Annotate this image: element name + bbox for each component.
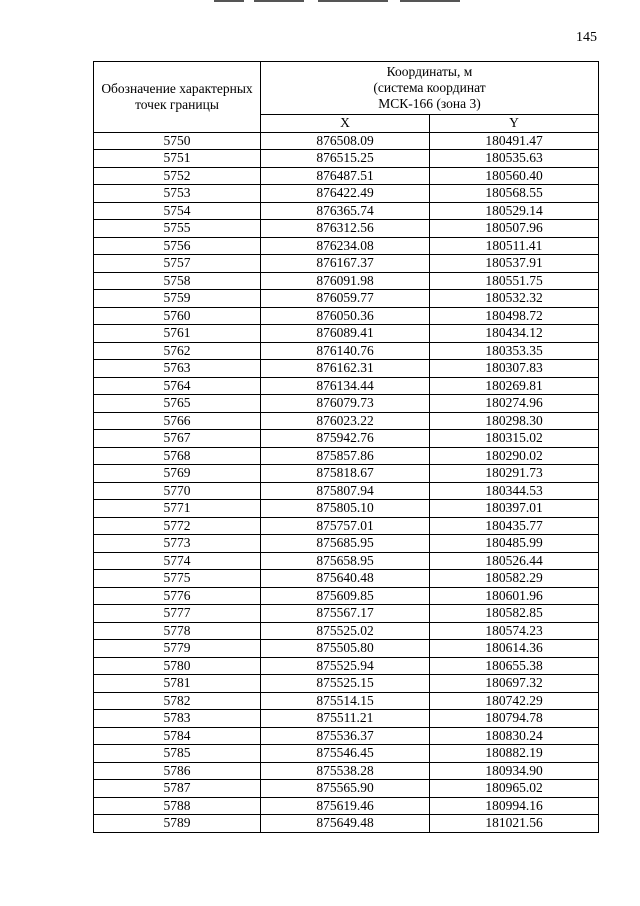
point-id-cell: 5768 xyxy=(94,447,261,465)
y-coordinate-cell: 180882.19 xyxy=(430,745,599,763)
x-coordinate-cell: 876059.77 xyxy=(261,290,430,308)
y-coordinate-cell: 180794.78 xyxy=(430,710,599,728)
point-designation-header: Обозначение характерных точек границы xyxy=(94,62,261,133)
point-id-cell: 5769 xyxy=(94,465,261,483)
y-coordinate-cell: 180435.77 xyxy=(430,517,599,535)
table-row xyxy=(94,325,599,343)
table-row xyxy=(94,412,599,430)
point-id-cell: 5786 xyxy=(94,762,261,780)
table-row xyxy=(94,482,599,500)
point-id-cell: 5779 xyxy=(94,640,261,658)
table-row xyxy=(94,535,599,553)
point-id-cell: 5757 xyxy=(94,255,261,273)
scan-edge-line xyxy=(318,0,388,2)
y-coordinate-cell: 180742.29 xyxy=(430,692,599,710)
y-coordinate-cell: 180491.47 xyxy=(430,132,599,150)
y-coordinate-cell: 180274.96 xyxy=(430,395,599,413)
x-coordinate-cell: 875757.01 xyxy=(261,517,430,535)
table-row xyxy=(94,815,599,833)
x-coordinate-cell: 875640.48 xyxy=(261,570,430,588)
point-id-cell: 5762 xyxy=(94,342,261,360)
table-row xyxy=(94,605,599,623)
table-row xyxy=(94,132,599,150)
point-id-cell: 5766 xyxy=(94,412,261,430)
point-id-cell: 5767 xyxy=(94,430,261,448)
point-id-cell: 5770 xyxy=(94,482,261,500)
point-id-cell: 5753 xyxy=(94,185,261,203)
point-id-cell: 5784 xyxy=(94,727,261,745)
y-coordinate-cell: 180574.23 xyxy=(430,622,599,640)
x-coordinate-cell: 876422.49 xyxy=(261,185,430,203)
point-id-cell: 5771 xyxy=(94,500,261,518)
x-coordinate-cell: 876312.56 xyxy=(261,220,430,238)
point-id-cell: 5752 xyxy=(94,167,261,185)
y-coordinate-cell: 180537.91 xyxy=(430,255,599,273)
x-coordinate-cell: 875818.67 xyxy=(261,465,430,483)
x-coordinate-cell: 875649.48 xyxy=(261,815,430,833)
point-id-cell: 5775 xyxy=(94,570,261,588)
x-coordinate-cell: 876234.08 xyxy=(261,237,430,255)
scan-edge-line xyxy=(400,0,460,2)
point-id-cell: 5781 xyxy=(94,675,261,693)
y-coordinate-cell: 180551.75 xyxy=(430,272,599,290)
y-coordinate-cell: 181021.56 xyxy=(430,815,599,833)
point-id-cell: 5777 xyxy=(94,605,261,623)
y-coordinate-cell: 180601.96 xyxy=(430,587,599,605)
x-coordinate-cell: 875511.21 xyxy=(261,710,430,728)
point-id-cell: 5754 xyxy=(94,202,261,220)
x-coordinate-cell: 876134.44 xyxy=(261,377,430,395)
point-id-cell: 5789 xyxy=(94,815,261,833)
y-coordinate-cell: 180532.32 xyxy=(430,290,599,308)
x-coordinate-cell: 875658.95 xyxy=(261,552,430,570)
point-id-cell: 5774 xyxy=(94,552,261,570)
coordinates-header xyxy=(261,62,599,115)
table-row xyxy=(94,675,599,693)
table-row xyxy=(94,517,599,535)
y-header: Y xyxy=(430,115,599,133)
table-row xyxy=(94,150,599,168)
table-body xyxy=(94,132,599,832)
x-coordinate-cell: 876365.74 xyxy=(261,202,430,220)
x-coordinate-cell: 876140.76 xyxy=(261,342,430,360)
table-row xyxy=(94,167,599,185)
table-row xyxy=(94,255,599,273)
x-coordinate-cell: 876023.22 xyxy=(261,412,430,430)
y-coordinate-cell: 180498.72 xyxy=(430,307,599,325)
table-row xyxy=(94,307,599,325)
x-coordinate-cell: 875536.37 xyxy=(261,727,430,745)
y-coordinate-cell: 180568.55 xyxy=(430,185,599,203)
y-coordinate-cell: 180290.02 xyxy=(430,447,599,465)
table-row xyxy=(94,570,599,588)
table-row xyxy=(94,202,599,220)
table-row xyxy=(94,727,599,745)
x-coordinate-cell: 875805.10 xyxy=(261,500,430,518)
table-row xyxy=(94,780,599,798)
y-coordinate-cell: 180697.32 xyxy=(430,675,599,693)
x-coordinate-cell: 875619.46 xyxy=(261,797,430,815)
y-coordinate-cell: 180526.44 xyxy=(430,552,599,570)
coordinates-header-line: (система координат xyxy=(373,80,486,95)
table-row xyxy=(94,622,599,640)
table-row xyxy=(94,272,599,290)
x-header: X xyxy=(261,115,430,133)
point-id-cell: 5751 xyxy=(94,150,261,168)
table-row xyxy=(94,377,599,395)
x-coordinate-cell: 876508.09 xyxy=(261,132,430,150)
point-id-cell: 5755 xyxy=(94,220,261,238)
point-id-cell: 5759 xyxy=(94,290,261,308)
y-coordinate-cell: 180830.24 xyxy=(430,727,599,745)
table-row xyxy=(94,447,599,465)
table-row xyxy=(94,640,599,658)
x-coordinate-cell: 876089.41 xyxy=(261,325,430,343)
x-coordinate-cell: 876167.37 xyxy=(261,255,430,273)
table-row xyxy=(94,290,599,308)
table-row xyxy=(94,220,599,238)
table-row xyxy=(94,465,599,483)
y-coordinate-cell: 180397.01 xyxy=(430,500,599,518)
x-coordinate-cell: 875538.28 xyxy=(261,762,430,780)
scan-edge-line xyxy=(254,0,304,2)
x-coordinate-cell: 876091.98 xyxy=(261,272,430,290)
y-coordinate-cell: 180291.73 xyxy=(430,465,599,483)
table-row xyxy=(94,657,599,675)
x-coordinate-cell: 875807.94 xyxy=(261,482,430,500)
x-coordinate-cell: 875567.17 xyxy=(261,605,430,623)
x-coordinate-cell: 875525.94 xyxy=(261,657,430,675)
point-id-cell: 5780 xyxy=(94,657,261,675)
y-coordinate-cell: 180269.81 xyxy=(430,377,599,395)
table-row xyxy=(94,762,599,780)
point-id-cell: 5765 xyxy=(94,395,261,413)
point-id-cell: 5760 xyxy=(94,307,261,325)
table-row xyxy=(94,587,599,605)
y-coordinate-cell: 180344.53 xyxy=(430,482,599,500)
coordinates-header-line: МСК-166 (зона 3) xyxy=(378,96,481,111)
y-coordinate-cell: 180934.90 xyxy=(430,762,599,780)
table-row xyxy=(94,692,599,710)
point-id-cell: 5783 xyxy=(94,710,261,728)
x-coordinate-cell: 875505.80 xyxy=(261,640,430,658)
point-id-cell: 5785 xyxy=(94,745,261,763)
point-id-cell: 5764 xyxy=(94,377,261,395)
point-id-cell: 5787 xyxy=(94,780,261,798)
table-row xyxy=(94,237,599,255)
x-coordinate-cell: 875565.90 xyxy=(261,780,430,798)
x-coordinate-cell: 875546.45 xyxy=(261,745,430,763)
table-row xyxy=(94,342,599,360)
point-id-cell: 5750 xyxy=(94,132,261,150)
y-coordinate-cell: 180965.02 xyxy=(430,780,599,798)
point-id-cell: 5756 xyxy=(94,237,261,255)
y-coordinate-cell: 180529.14 xyxy=(430,202,599,220)
table-row xyxy=(94,395,599,413)
x-coordinate-cell: 876487.51 xyxy=(261,167,430,185)
table-row xyxy=(94,710,599,728)
table-row xyxy=(94,552,599,570)
y-coordinate-cell: 180307.83 xyxy=(430,360,599,378)
point-id-cell: 5776 xyxy=(94,587,261,605)
scan-edge-line xyxy=(214,0,244,2)
y-coordinate-cell: 180434.12 xyxy=(430,325,599,343)
x-coordinate-cell: 875942.76 xyxy=(261,430,430,448)
x-coordinate-cell: 875685.95 xyxy=(261,535,430,553)
y-coordinate-cell: 180994.16 xyxy=(430,797,599,815)
table-row xyxy=(94,797,599,815)
coordinates-table xyxy=(93,61,599,833)
point-id-cell: 5772 xyxy=(94,517,261,535)
table-row xyxy=(94,500,599,518)
page-number: 145 xyxy=(576,30,597,45)
point-id-cell: 5773 xyxy=(94,535,261,553)
x-coordinate-cell: 876162.31 xyxy=(261,360,430,378)
point-id-cell: 5782 xyxy=(94,692,261,710)
point-id-cell: 5761 xyxy=(94,325,261,343)
y-coordinate-cell: 180582.29 xyxy=(430,570,599,588)
table-row xyxy=(94,360,599,378)
x-coordinate-cell: 876050.36 xyxy=(261,307,430,325)
y-coordinate-cell: 180511.41 xyxy=(430,237,599,255)
y-coordinate-cell: 180485.99 xyxy=(430,535,599,553)
x-coordinate-cell: 875857.86 xyxy=(261,447,430,465)
x-coordinate-cell: 875525.15 xyxy=(261,675,430,693)
point-id-cell: 5758 xyxy=(94,272,261,290)
x-coordinate-cell: 875525.02 xyxy=(261,622,430,640)
y-coordinate-cell: 180353.35 xyxy=(430,342,599,360)
x-coordinate-cell: 875514.15 xyxy=(261,692,430,710)
y-coordinate-cell: 180560.40 xyxy=(430,167,599,185)
y-coordinate-cell: 180315.02 xyxy=(430,430,599,448)
x-coordinate-cell: 875609.85 xyxy=(261,587,430,605)
x-coordinate-cell: 876079.73 xyxy=(261,395,430,413)
point-id-cell: 5778 xyxy=(94,622,261,640)
y-coordinate-cell: 180614.36 xyxy=(430,640,599,658)
table-row xyxy=(94,745,599,763)
table-row xyxy=(94,430,599,448)
y-coordinate-cell: 180655.38 xyxy=(430,657,599,675)
point-id-cell: 5763 xyxy=(94,360,261,378)
y-coordinate-cell: 180507.96 xyxy=(430,220,599,238)
table-row xyxy=(94,185,599,203)
y-coordinate-cell: 180535.63 xyxy=(430,150,599,168)
y-coordinate-cell: 180298.30 xyxy=(430,412,599,430)
x-coordinate-cell: 876515.25 xyxy=(261,150,430,168)
y-coordinate-cell: 180582.85 xyxy=(430,605,599,623)
coordinates-header-line: Координаты, м xyxy=(386,64,473,79)
point-id-cell: 5788 xyxy=(94,797,261,815)
